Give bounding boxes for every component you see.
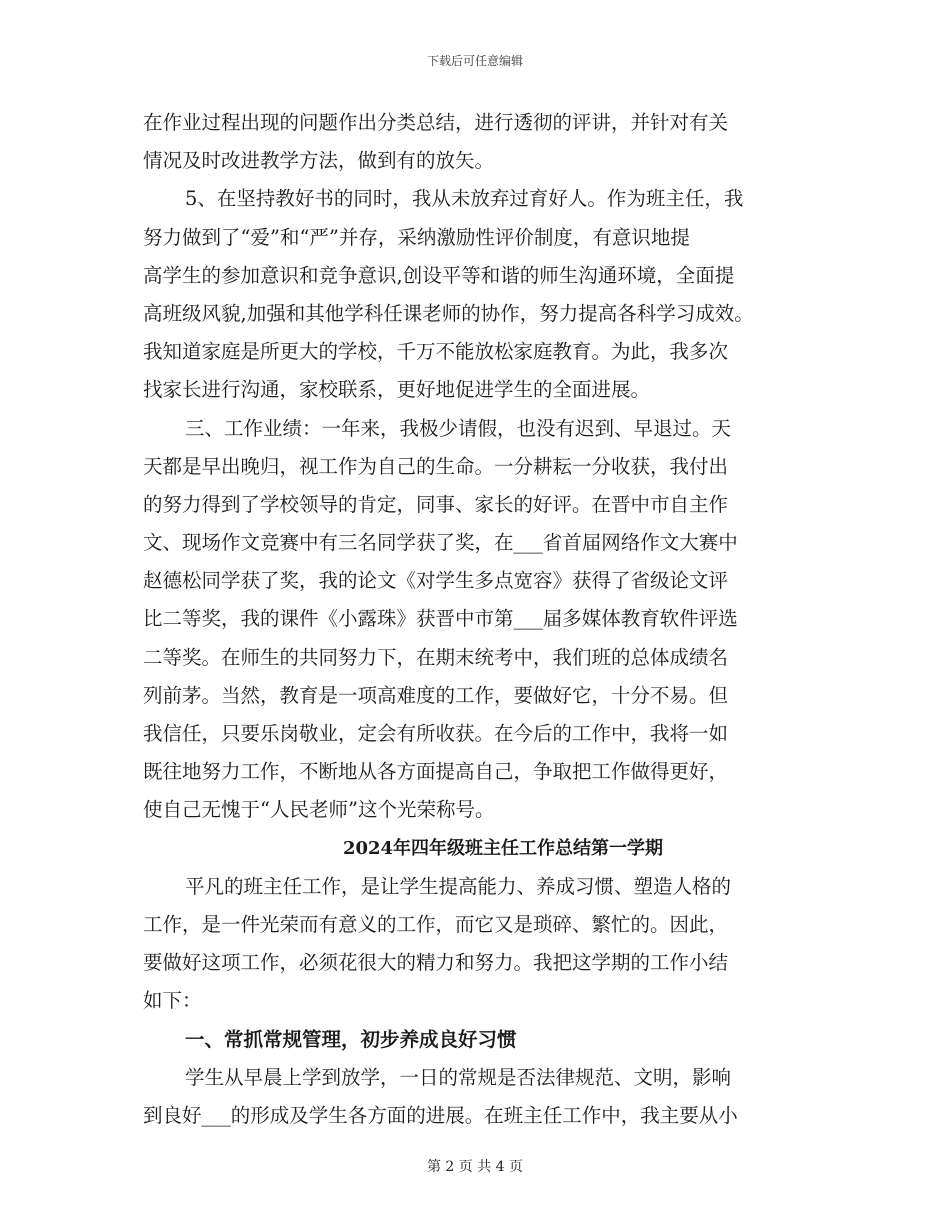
paragraph-line: 情况及时改进教学方法，做到有的放矢。	[143, 149, 495, 173]
paragraph-line: 我知道家庭是所更大的学校，千万不能放松家庭教育。为此，我多次	[143, 340, 729, 364]
paragraph-line: 平凡的班主任工作，是让学生提高能力、养成习惯、塑造人格的	[185, 874, 732, 898]
section-heading: 一、常抓常规管理，初步养成良好习惯	[185, 1027, 517, 1051]
paragraph-line: 高班级风貌,加强和其他学科任课老师的协作，努力提高各科学习成效。	[143, 301, 754, 325]
paragraph-line: 工作，是一件光荣而有意义的工作，而它又是琐碎、繁忙的。因此，	[143, 912, 729, 936]
paragraph-line: 5、在坚持教好书的同时，我从未放弃过育好人。作为班主任，我	[185, 187, 744, 211]
paragraph-line: 要做好这项工作，必须花很大的精力和努力。我把这学期的工作小结	[143, 951, 729, 975]
paragraph-line: 的努力得到了学校领导的肯定，同事、家长的好评。在晋中市自主作	[143, 492, 729, 516]
paragraph-line: 比二等奖，我的课件《小露珠》获晋中市第___届多媒体教育软件评选	[143, 607, 738, 631]
document-body	[143, 104, 833, 1135]
paragraph-line: 赵德松同学获了奖，我的论文《对学生多点宽容》获得了省级论文评	[143, 569, 729, 593]
paragraph-line: 到良好___的形成及学生各方面的进展。在班主任工作中，我主要从小	[143, 1103, 738, 1127]
paragraph-line: 我信任，只要乐岗敬业，定会有所收获。在今后的工作中，我将一如	[143, 722, 729, 745]
paragraph-line: 如下：	[143, 989, 202, 1013]
paragraph-line: 文、现场作文竞赛中有三名同学获了奖，在___省首届网络作文大赛中	[143, 531, 738, 555]
paragraph-line: 二等奖。在师生的共同努力下，在期末统考中，我们班的总体成绩名	[143, 645, 729, 669]
page-header: 下载后可任意编辑	[426, 54, 523, 68]
paragraph-line: 找家长进行沟通，家校联系，更好地促进学生的全面进展。	[143, 378, 651, 402]
paragraph-line: 天都是早出晚归，视工作为自己的生命。一分耕耘一分收获，我付出	[143, 454, 729, 478]
paragraph-line: 努力做到了“爱”和“严”并存，采纳激励性评价制度，有意识地提	[143, 225, 690, 249]
paragraph-line: 学生从早晨上学到放学，一日的常规是否法律规范、文明，影响	[185, 1065, 732, 1089]
paragraph-line: 三、工作业绩：一年来，我极少请假，也没有迟到、早退过。天	[185, 416, 732, 440]
paragraph-line: 使自己无愧于“人民老师”这个光荣称号。	[143, 798, 495, 822]
page-footer: 第 2 页 共 4 页	[426, 1159, 524, 1175]
paragraph-line: 在作业过程出现的问题作出分类总结，进行透彻的评讲，并针对有关	[143, 111, 729, 134]
paragraph-line: 既往地努力工作，不断地从各方面提高自己，争取把工作做得更好，	[143, 760, 729, 784]
paragraph-line: 高学生的参加意识和竞争意识,创设平等和谐的师生沟通环境，全面提	[143, 263, 735, 287]
paragraph-line: 列前茅。当然，教育是一项高难度的工作，要做好它，十分不易。但	[143, 683, 729, 707]
section-title: 2024年四年级班主任工作总结第一学期	[342, 837, 664, 859]
